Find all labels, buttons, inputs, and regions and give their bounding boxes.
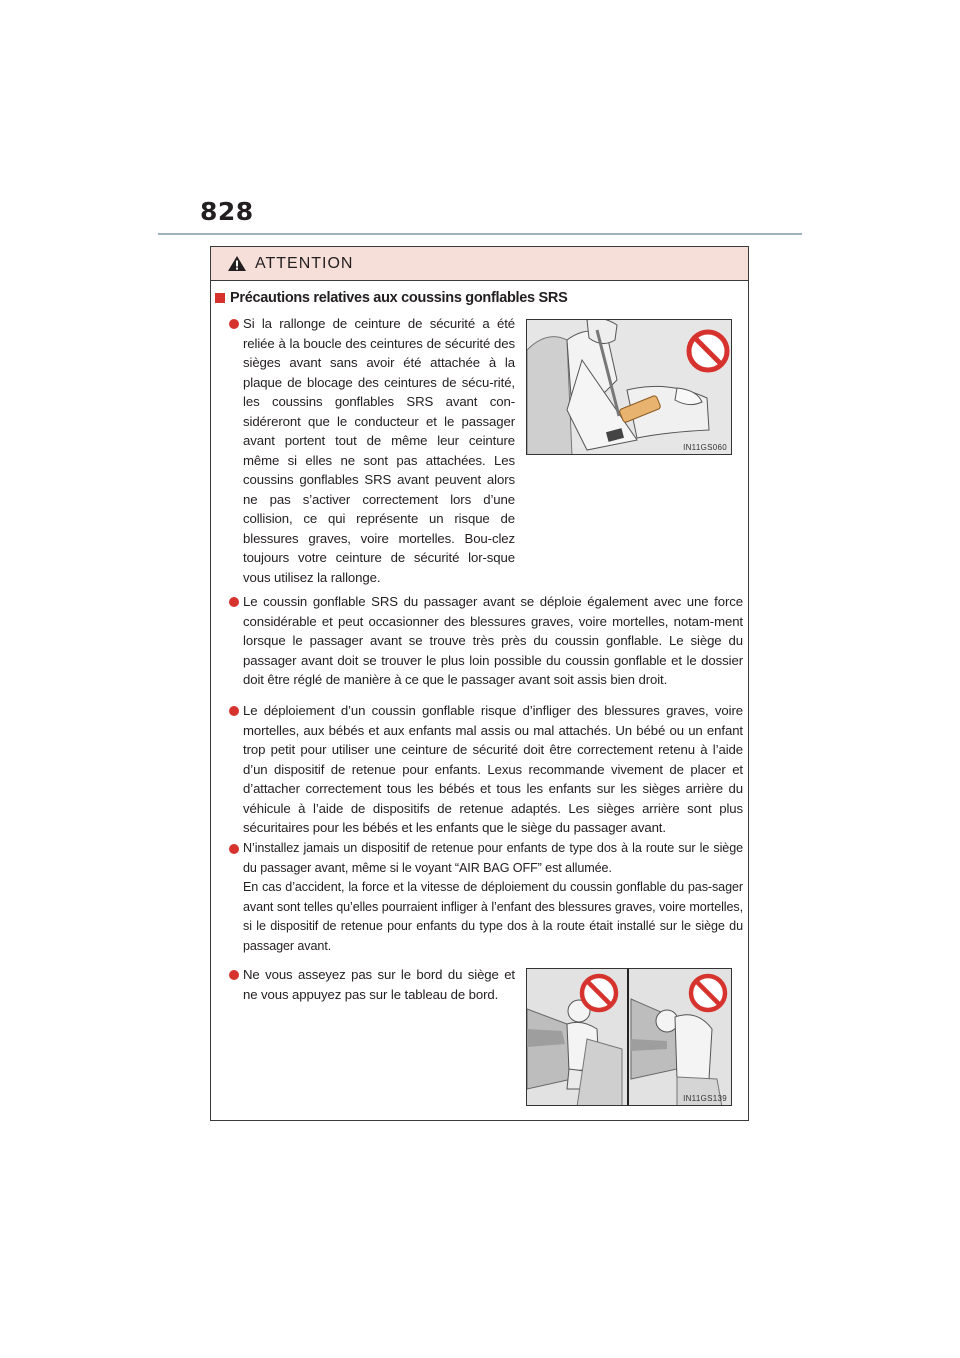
seatbelt-extender-illustration <box>527 320 732 455</box>
figure-seating-posture <box>526 968 732 1106</box>
warning-header <box>211 247 748 281</box>
bullet-children-restraint <box>243 701 743 838</box>
section-title-text: Précautions relatives aux coussins gonflables SRS <box>230 290 568 306</box>
bullet-passenger-airbag-force <box>243 592 743 690</box>
bullet-dot-icon <box>229 319 239 329</box>
bullet-seatbelt-extender <box>243 314 515 587</box>
bullet-dot-icon <box>229 597 239 607</box>
bullet-text: Ne vous asseyez pas sur le bord du siège et ne vous appuyez pas sur le tableau de bord. <box>243 967 515 1002</box>
bullet-text: Le coussin gonflable SRS du passager avant se déploie également avec une force considérable et peut occasionner des blessures graves, voire mortelles, notam-ment lorsque le passager avant se trouve très près du coussin gonflable. Le siège du passager avant doit se trouver le plus loin possible du coussin gonflable et le dossier doit être réglé de manière à ce que le passager avant soit assis bien droit. <box>243 594 743 687</box>
section-title <box>215 290 567 306</box>
bullet-text: Si la rallonge de ceinture de sécurité a été reliée à la boucle des ceintures de sécurité des sièges avant sans avoir été attachée à la plaque de blocage des ceintures de sécu-rité, les coussins gonflables SRS avant con-sidéreront que le conducteur et le passager avant portent tout de même leur ceinture même si elles ne sont pas attachées. Les coussins gonflables SRS avant peuvent alors ne pas s’activer correctement lors d’une collision, ce qui représente un risque de blessures graves, voire mortelles. Bou-clez toujours votre ceinture de sécurité lor-sque vous utilisez la rallonge. <box>243 316 515 585</box>
bullet-dot-icon <box>229 844 239 854</box>
warning-box <box>210 246 749 1121</box>
page-number: 828 <box>200 197 254 226</box>
section-square-icon <box>215 293 225 303</box>
bullet-text: N’installez jamais un dispositif de retenue pour enfants de type dos à la route sur le siège du passager avant, même si le voyant “AIR BAG OFF” est allumée. <box>243 841 743 875</box>
bullet-text: Le déploiement d’un coussin gonflable risque d’infliger des blessures graves, voire mortelles, aux bébés et aux enfants mal assis ou mal attachés. Un bébé ou un enfant trop petit pour utiliser une ceinture de sécurité doit être correctement retenu à l’aide d’un dispositif de retenue pour enfants. Lexus recommande vivement de placer et d’attacher correctement tous les bébés et tous les enfants sur les sièges arrière du véhicule à l’aide de dispositifs de retenue adaptés. Les sièges arrière sont plus sécuritaires pour les bébés et les enfants que le siège du passager avant. <box>243 703 743 835</box>
bullet-seat-edge <box>243 965 515 1004</box>
header-rule <box>158 233 802 235</box>
warning-triangle-icon <box>227 255 247 272</box>
seating-posture-illustration <box>527 969 732 1106</box>
bullet-rear-facing-seat <box>243 839 743 956</box>
warning-title: ATTENTION <box>255 254 354 272</box>
bullet-dot-icon <box>229 970 239 980</box>
figure-seatbelt-extender <box>526 319 732 455</box>
figure-code: IN11GS060 <box>683 443 727 452</box>
bullet-dot-icon <box>229 706 239 716</box>
bullet-text-continued: En cas d’accident, la force et la vitesse de déploiement du coussin gonflable du pas-sager avant sont telles qu’elles pourraient infliger à l’enfant des blessures graves, voire mortelles, si le dispositif de retenue pour enfants du type dos à la route était installé sur le siège du passager avant. <box>243 880 743 953</box>
figure-code: IN11GS139 <box>683 1094 727 1103</box>
